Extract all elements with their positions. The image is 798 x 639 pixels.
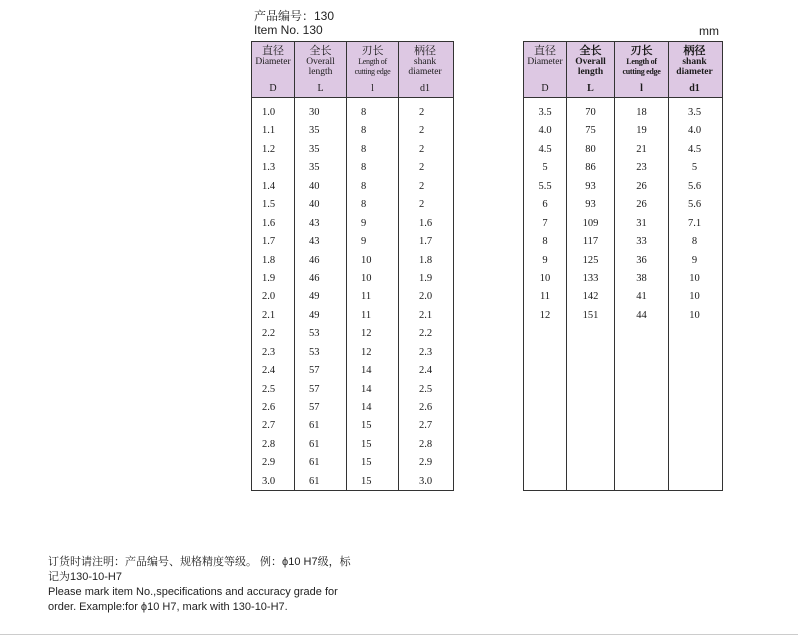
table-cell: 1.9	[419, 272, 433, 284]
table-cell: 2.3	[419, 346, 433, 358]
header-shank-diameter: 柄径 shank diameter d1	[408, 45, 442, 94]
table-cell: 19	[636, 125, 647, 137]
table-cell: 57	[309, 383, 320, 395]
table-cell: 1.9	[262, 272, 276, 284]
table-cell: 31	[636, 217, 647, 229]
col-diameter	[252, 98, 295, 490]
table-cell: 1.7	[262, 236, 276, 248]
table-cell: 8	[361, 199, 367, 211]
table-cell: 10	[689, 291, 700, 303]
table-cell: 125	[582, 254, 599, 266]
table-cell: 57	[309, 402, 320, 413]
table-cell: 1.3	[262, 162, 276, 174]
table-cell: 2.3	[262, 346, 276, 358]
table-cell: 5.6	[687, 180, 702, 192]
table-cell: 1.4	[262, 180, 276, 192]
table-cell: 46	[309, 254, 320, 266]
table-cell: 142	[582, 291, 599, 303]
table-cell: 2.6	[419, 402, 433, 413]
table-header	[252, 42, 453, 98]
table-header	[524, 42, 722, 98]
table-cell: 61	[309, 420, 320, 432]
table-cell: 2.9	[419, 457, 433, 469]
note-en-line1: Please mark item No.,specifications and accuracy grade for	[48, 586, 338, 598]
table-cell: 2	[419, 199, 425, 211]
table-cell: 26	[636, 180, 647, 192]
table-cell: 8	[542, 236, 548, 248]
item-header	[254, 9, 334, 37]
table-cell: 93	[585, 199, 596, 211]
table-cell: 15	[361, 457, 372, 469]
col-diameter	[524, 98, 567, 490]
table-cell: 53	[309, 328, 320, 340]
table-cell: 18	[636, 107, 647, 118]
table-cell: 1.2	[262, 143, 276, 155]
table-cell: 3.0	[419, 475, 433, 487]
table-cell: 2.5	[262, 383, 276, 395]
table-cell: 2.2	[419, 328, 433, 340]
table-cell: 43	[309, 217, 320, 229]
table-cell: 9	[361, 236, 367, 248]
col-cutting-length	[347, 98, 399, 490]
table-cell: 5	[691, 162, 698, 174]
table-cell: 30	[309, 107, 320, 118]
col-overall-length	[295, 98, 347, 490]
table-cell: 117	[582, 236, 599, 248]
table-cell: 11	[361, 291, 372, 303]
note-cn-line2: 记为130-10-H7	[48, 571, 122, 583]
table-cell: 8	[361, 125, 367, 137]
table-cell: 2.8	[262, 438, 276, 450]
header-overall-length: 全长 Overall length L	[295, 42, 347, 97]
table-cell: 8	[691, 236, 698, 248]
table-cell: 53	[309, 346, 320, 358]
table-cell: 43	[309, 236, 320, 248]
table-cell: 23	[636, 162, 647, 174]
bottom-divider	[0, 634, 798, 635]
table-cell: 1.6	[419, 217, 433, 229]
col-overall-length	[567, 98, 615, 490]
table-cell: 151	[582, 309, 599, 321]
table-cell: 2.7	[419, 420, 433, 432]
table-cell: 9	[361, 217, 367, 229]
table-cell: 109	[582, 217, 599, 229]
table-cell: 80	[585, 143, 596, 155]
table-cell: 8	[361, 162, 367, 174]
table-cell: 15	[361, 475, 372, 487]
table-cell: 2.4	[262, 365, 276, 377]
table-cell: 1.8	[262, 254, 276, 266]
table-cell: 8	[361, 180, 367, 192]
table-cell: 3.5	[538, 107, 552, 118]
table-cell: 2.9	[262, 457, 276, 469]
table-cell: 35	[309, 162, 320, 174]
table-cell: 5.6	[687, 199, 702, 211]
table-cell: 61	[309, 457, 320, 469]
header-diameter: 直径 Diameter D	[252, 42, 295, 97]
table-cell: 2.2	[262, 328, 276, 340]
table-cell: 49	[309, 309, 320, 321]
table-cell: 10	[361, 272, 372, 284]
table-cell: 93	[585, 180, 596, 192]
table-cell: 4.0	[687, 125, 702, 137]
table-cell: 2.5	[419, 383, 433, 395]
table-cell: 2.1	[419, 309, 433, 321]
table-cell: 2.8	[419, 438, 433, 450]
table-cell: 10	[539, 272, 551, 284]
order-note	[48, 555, 428, 615]
table-body	[524, 98, 722, 490]
table-cell: 86	[585, 162, 596, 174]
table-cell: 3.0	[262, 475, 276, 487]
table-cell: 2.0	[419, 291, 433, 303]
table-cell: 57	[309, 365, 320, 377]
table-cell: 1.7	[419, 236, 433, 248]
table-cell: 33	[636, 236, 647, 248]
table-cell: 2	[419, 143, 425, 155]
item-number-en: Item No. 130	[254, 23, 323, 37]
item-number-cn: 产品编号：130	[254, 9, 335, 23]
table-cell: 11	[361, 309, 372, 321]
table-cell: 14	[361, 383, 372, 395]
table-cell: 12	[361, 328, 372, 340]
table-cell: 12	[361, 346, 372, 358]
table-cell: 4.5	[687, 143, 702, 155]
table-cell: 133	[582, 272, 599, 284]
table-cell: 15	[361, 420, 372, 432]
table-cell: 2.1	[262, 309, 276, 321]
table-cell: 75	[585, 125, 596, 137]
table-body	[252, 98, 453, 490]
table-cell: 9	[691, 254, 698, 266]
table-cell: 1.0	[262, 107, 276, 118]
table-cell: 21	[636, 143, 647, 155]
table-cell: 10	[689, 309, 700, 321]
table-cell: 12	[539, 309, 551, 321]
table-cell: 61	[309, 475, 320, 487]
unit-label: mm	[699, 24, 719, 38]
table-cell: 49	[309, 291, 320, 303]
table-cell: 15	[361, 438, 372, 450]
table-cell: 46	[309, 272, 320, 284]
table-cell: 1.1	[262, 125, 276, 137]
table-cell: 11	[539, 291, 551, 303]
table-cell: 1.5	[262, 199, 276, 211]
table-cell: 2.7	[262, 420, 276, 432]
col-cutting-length	[615, 98, 669, 490]
table-cell: 2	[419, 180, 425, 192]
header-shank-diameter: 柄径 shank diameter d1	[676, 45, 713, 94]
table-cell: 9	[542, 254, 548, 266]
table-cell: 2.6	[262, 402, 276, 413]
table-cell: 2.0	[262, 291, 276, 303]
table-cell: 26	[636, 199, 647, 211]
table-cell: 6	[542, 199, 548, 211]
header-cutting-length: 刃长 Length of cutting edge l	[615, 42, 669, 97]
table-cell: 2	[419, 107, 425, 118]
header-cutting-length: 刃长 Length of cutting edge l	[347, 42, 399, 97]
table-cell: 14	[361, 402, 372, 413]
header-diameter: 直径 Diameter D	[524, 42, 567, 97]
table-cell: 35	[309, 125, 320, 137]
table-cell: 35	[309, 143, 320, 155]
spec-table-left	[251, 41, 454, 491]
note-cn-line1: 订货时请注明：产品编号、规格精度等级。 例：ϕ10 H7级，标	[48, 556, 351, 568]
table-cell: 2	[419, 162, 425, 174]
table-cell: 1.8	[419, 254, 433, 266]
table-cell: 61	[309, 438, 320, 450]
table-cell: 8	[361, 107, 367, 118]
table-cell: 38	[636, 272, 647, 284]
table-cell: 40	[309, 199, 320, 211]
table-cell: 70	[585, 107, 596, 118]
table-cell: 36	[636, 254, 647, 266]
header-overall-length: 全长 Overall length L	[567, 42, 615, 97]
spec-table-right	[523, 41, 723, 491]
table-cell: 14	[361, 365, 372, 377]
note-en-line2: order. Example:for ϕ10 H7, mark with 130-10-H7.	[48, 601, 288, 613]
col-shank-diameter	[669, 98, 720, 490]
table-cell: 1.6	[262, 217, 276, 229]
table-cell: 44	[636, 309, 647, 321]
table-cell: 7	[542, 217, 548, 229]
table-cell: 7.1	[687, 217, 702, 229]
table-cell: 5.5	[538, 180, 552, 192]
table-cell: 8	[361, 143, 367, 155]
table-cell: 41	[636, 291, 647, 303]
table-cell: 10	[361, 254, 372, 266]
table-cell: 5	[542, 162, 548, 174]
table-cell: 10	[689, 272, 700, 284]
col-shank-diameter	[399, 98, 451, 490]
table-cell: 40	[309, 180, 320, 192]
table-cell: 3.5	[687, 107, 702, 118]
table-cell: 2.4	[419, 365, 433, 377]
table-cell: 4.0	[538, 125, 552, 137]
table-cell: 4.5	[538, 143, 552, 155]
table-cell: 2	[419, 125, 425, 137]
